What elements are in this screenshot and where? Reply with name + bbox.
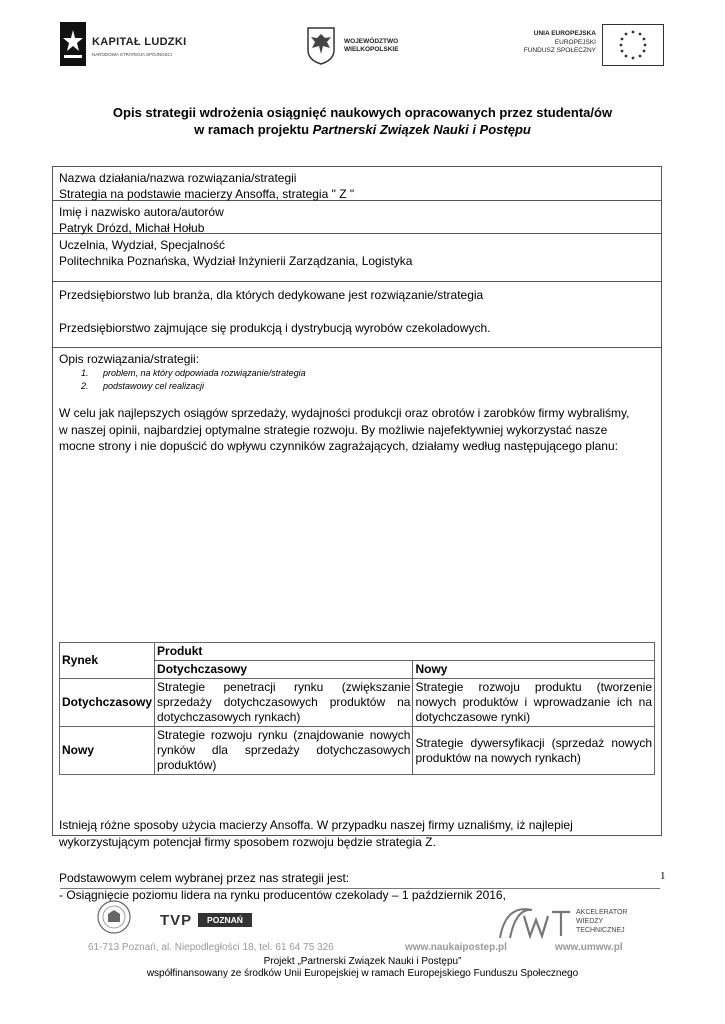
matrix-col-existing: Dotychczasowy (155, 661, 413, 679)
authors-row (53, 201, 661, 234)
title-project-name: Partnerski Związek Nauki i Postępu (312, 122, 531, 137)
matrix-cell-market-development: Strategie rozwoju rynku (znajdowanie nowych rynków dla sprzedaży dotychczasowych produktów) (155, 727, 413, 775)
footer-website-naukaipostep[interactable]: www.naukaipostep.pl (405, 942, 507, 953)
description-label: Opis rozwiązania/strategii: (59, 352, 200, 366)
goal-value: - Osiągnięcie poziomu lidera na rynku producentów czekolady – 1 październik 2016, (59, 887, 506, 902)
footer-project-info (0, 956, 725, 980)
conclusion-line: wykorzystującym potencjał firmy sposobem rozwoju będzie strategia Z. (59, 834, 436, 849)
goal-paragraph (59, 870, 506, 903)
matrix-product-header: Produkt (155, 643, 655, 661)
kapital-ludzki-subtitle: NARODOWA STRATEGIA SPÓJNOŚCI (92, 52, 173, 57)
wielkopolska-text (344, 38, 399, 54)
footer-project-line2: współfinansowany ze środków Unii Europejskiej w ramach Europejskiego Funduszu Społecznego (146, 968, 579, 979)
awt-mark-icon (496, 902, 574, 940)
wielkopolska-line1: WOJEWÓDZTWO (344, 38, 399, 45)
matrix-row-existing: Dotychczasowy (60, 679, 155, 727)
university-label: Uczelnia, Wydział, Specjalność (59, 238, 225, 252)
sub-item-number: 1. (81, 368, 89, 378)
sector-row (53, 282, 661, 348)
awt-text (576, 908, 627, 935)
politechnika-seal-icon (97, 900, 131, 934)
eu-line1: UNIA EUROPEJSKA (533, 30, 596, 37)
strategy-name-label: Nazwa działania/nazwa rozwiązania/strategii (59, 171, 297, 185)
authors-label: Imię i nazwisko autora/autorów (59, 205, 224, 219)
page-header (0, 0, 725, 80)
awt-logo (496, 900, 646, 944)
eu-text (524, 30, 596, 56)
description-sub-item (81, 367, 655, 380)
footer-divider (60, 888, 660, 889)
footer-website-umww[interactable]: www.umww.pl (555, 942, 623, 953)
sub-item-number: 2. (81, 381, 89, 391)
kapital-ludzki-title: KAPITAŁ LUDZKI (92, 36, 187, 48)
sub-item-text: podstawowy cel realizacji (103, 381, 205, 391)
tvp-text: TVP (160, 912, 193, 929)
strategy-form (52, 166, 662, 902)
eu-flag-icon (602, 24, 664, 66)
intro-line: mocne strony i nie dopuścić do wpływu czynników zagrażających, działamy według następującego planu: (59, 439, 618, 453)
footer-address: 61-713 Poznań, al. Niepodległości 18, tel. 61 64 75 326 (88, 942, 334, 953)
intro-paragraph (59, 405, 655, 455)
footer-project-line1: Projekt „Partnerski Związek Nauki i Postępu” (263, 956, 462, 967)
strategy-name-row (53, 167, 661, 201)
title-line1: Opis strategii wdrożenia osiągnięć naukowych opracowanych przez studenta/ów (112, 105, 613, 120)
wielkopolska-logo (306, 26, 416, 70)
intro-line: W celu jak najlepszych osiągów sprzedaży, wydajności produkcji oraz obrotów i zarobków firmy wybraliśmy, (59, 406, 630, 420)
matrix-row-new: Nowy (60, 727, 155, 775)
sector-value: Przedsiębiorstwo zajmujące się produkcją i dystrybucją wyrobów czekoladowych. (59, 321, 491, 335)
matrix-market-header: Rynek (60, 643, 155, 679)
conclusion-line: Istnieją różne sposoby użycia macierzy Ansoffa. W przypadku naszej firmy uznaliśmy, iż najlepiej (59, 818, 573, 832)
kapital-ludzki-star-icon (60, 22, 86, 66)
tvp-poznan-logo (160, 912, 252, 928)
spacer (59, 303, 655, 317)
matrix-cell-diversification: Strategie dywersyfikacji (sprzedaż nowych produktów na nowych rynkach) (413, 727, 655, 775)
intro-line: w naszej opinii, najbardziej optymalne strategie rozwoju. By możliwie najefektywniej wykorzystać nasze (59, 422, 608, 437)
authors-value: Patryk Drózd, Michał Hołub (59, 221, 205, 235)
title-line2-prefix: w ramach projektu (194, 122, 313, 137)
description-row (53, 348, 661, 902)
matrix-cell-product-development: Strategie rozwoju produktu (tworzenie nowych produktów i wprowadzanie ich na dotychczasowe rynki) (413, 679, 655, 727)
kapital-ludzki-logo (60, 22, 210, 72)
awt-line3: TECHNICZNEJ (576, 927, 625, 934)
university-value: Politechnika Poznańska, Wydział Inżynierii Zarządzania, Logistyka (59, 254, 413, 268)
goal-label: Podstawowym celem wybranej przez nas strategii jest: (59, 871, 350, 885)
sub-item-text: problem, na który odpowiada rozwiązanie/strategia (103, 368, 306, 378)
page-number: 1 (660, 870, 666, 882)
matrix-col-new: Nowy (413, 661, 655, 679)
university-row (53, 234, 661, 282)
awt-line1: AKCELERATOR (576, 909, 628, 916)
wielkopolska-line2: WIELKOPOLSKIE (344, 46, 399, 53)
matrix-cell-market-penetration: Strategie penetracji rynku (zwiększanie sprzedaży dotychczasowych produktów na dotychczasowych rynkach) (155, 679, 413, 727)
document-title (40, 104, 685, 138)
strategy-name-value: Strategia na podstawie macierzy Ansoffa, strategia " Z " (59, 187, 355, 201)
eu-line3: FUNDUSZ SPOŁECZNY (523, 47, 596, 54)
description-sub-item (81, 380, 655, 393)
sector-label: Przedsiębiorstwo lub branża, dla których dedykowane jest rozwiązanie/strategia (59, 288, 484, 302)
tvp-poznan-text: POZNAŃ (198, 913, 252, 927)
eu-line2: EUROPEJSKI (554, 38, 596, 46)
title-line2 (40, 121, 685, 138)
eu-logo (504, 24, 664, 68)
awt-line2: WIEDZY (576, 918, 604, 925)
eagle-crest-icon (306, 26, 336, 66)
conclusion-paragraph (59, 817, 573, 850)
ansoff-matrix-table (59, 642, 655, 775)
